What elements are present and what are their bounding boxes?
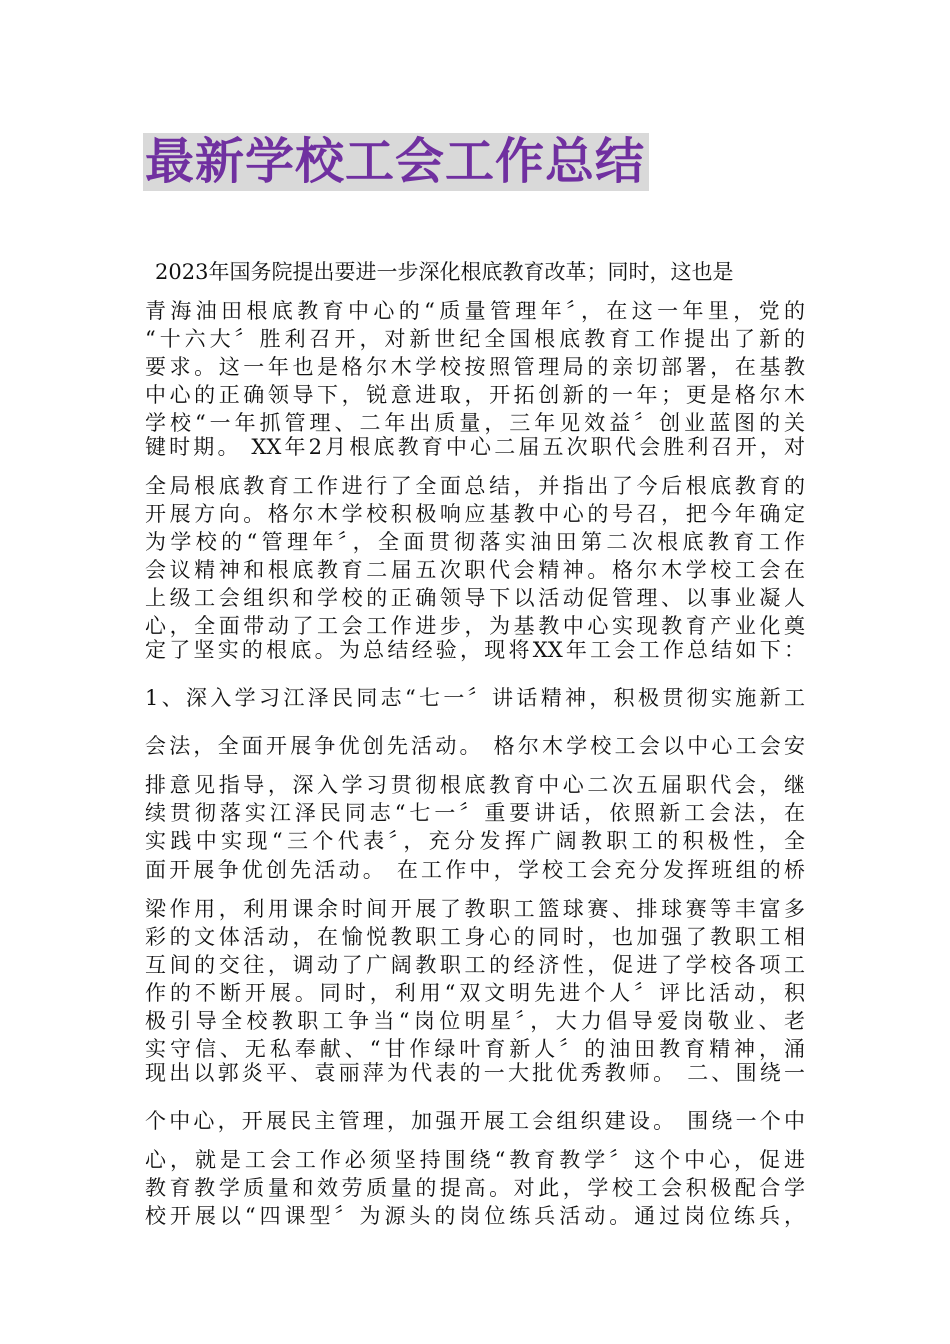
text-line: 作的不断开展。同时，利用“双文明先进个人〞评比活动，积	[145, 981, 805, 1005]
text-line: 开展方向。格尔木学校积极响应基教中心的号召，把今年确定	[145, 502, 805, 526]
text-line: 极引导全校教职工争当“岗位明星〞，大力倡导爱岗敬业、老	[145, 1009, 805, 1033]
text-line: 校开展以“四课型〞为源头的岗位练兵活动。通过岗位练兵，	[145, 1204, 805, 1228]
text-line: 心，全面带动了工会工作进步，为基教中心实现教育产业化奠	[145, 614, 805, 638]
paragraph-summary-intro	[145, 636, 805, 664]
text-line: 会法，全面开展争优创先活动。 格尔木学校工会以中心工会安	[145, 734, 805, 758]
text-line: 续贯彻落实江泽民同志“七一〞重要讲话，依照新工会法，在	[145, 801, 805, 825]
text-line: 个中心，开展民主管理，加强开展工会组织建设。 围绕一个中	[145, 1109, 805, 1133]
text-line: 1、深入学习江泽民同志“七一〞讲话精神，积极贯彻实施新工	[145, 686, 805, 710]
text-line: 心，就是工会工作必须坚持围绕“教育教学〞这个中心，促进	[145, 1148, 805, 1172]
text-line: 学校“一年抓管理、二年出质量，三年见效益〞创业蓝图的关	[145, 411, 805, 435]
section-1-work	[145, 856, 805, 884]
text-line: 要求。这一年也是格尔木学校按照管理局的亲切部署，在基教	[145, 355, 805, 379]
section-1-activities	[145, 895, 805, 1063]
section-2-body	[145, 1146, 805, 1230]
section-1-outstanding	[145, 1059, 805, 1087]
text-line: 为学校的“管理年〞，全面贯彻落实油田第二次根底教育工作	[145, 530, 805, 554]
text-line: 互间的交往，调动了广阔教职工的经济性，促进了学校各项工	[145, 953, 805, 977]
text-line: 定了坚实的根底。为总结经验，现将XX年工会工作总结如下：	[145, 638, 805, 662]
text-line: 现出以郭炎平、袁丽萍为代表的一大批优秀教师。 二、围绕一	[145, 1061, 805, 1085]
text-line: 教育教学质量和效劳质量的提高。对此，学校工会积极配合学	[145, 1176, 805, 1200]
text-line: 面开展争优创先活动。 在工作中，学校工会充分发挥班组的桥	[145, 858, 805, 882]
paragraph-direction	[145, 472, 805, 640]
document-title: 最新学校工会工作总结	[145, 133, 646, 190]
section-1-heading	[145, 684, 805, 712]
section-1-body	[145, 771, 805, 855]
text-line: 中心的正确领导下，锐意进取，开拓创新的一年；更是格尔木	[145, 383, 805, 407]
paragraph-intro-line-1	[145, 258, 805, 286]
text-line: 上级工会组织和学校的正确领导下以活动促管理、以事业凝人	[145, 586, 805, 610]
text-line: 实践中实现“三个代表〞，充分发挥广阔教职工的积极性，全	[145, 829, 805, 853]
paragraph-intro	[145, 297, 805, 437]
text-line: 会议精神和根底教育二届五次职代会精神。格尔木学校工会在	[145, 558, 805, 582]
text-line: 实守信、无私奉献、“甘作绿叶育新人〞的油田教育精神，涌	[145, 1037, 805, 1061]
section-2-heading	[145, 1107, 805, 1135]
paragraph-intro-line-7	[145, 433, 805, 461]
text-line: 2023年国务院提出要进一步深化根底教育改革；同时，这也是	[155, 260, 734, 284]
text-line: 全局根底教育工作进行了全面总结，并指出了今后根底教育的	[145, 474, 805, 498]
text-line: 彩的文体活动，在愉悦教职工身心的同时，也加强了教职工相	[145, 925, 805, 949]
text-line: 梁作用，利用课余时间开展了教职工篮球赛、排球赛等丰富多	[145, 897, 805, 921]
text-line: 排意见指导，深入学习贯彻根底教育中心二次五届职代会，继	[145, 773, 805, 797]
text-line: 青海油田根底教育中心的“质量管理年〞，在这一年里，党的	[145, 299, 805, 323]
text-line: “十六大〞胜利召开，对新世纪全国根底教育工作提出了新的	[145, 327, 805, 351]
text-line: 键时期。 XX年2月根底教育中心二届五次职代会胜利召开，对	[145, 435, 805, 459]
document-title-highlight	[143, 133, 649, 191]
section-1-line-2	[145, 732, 805, 760]
